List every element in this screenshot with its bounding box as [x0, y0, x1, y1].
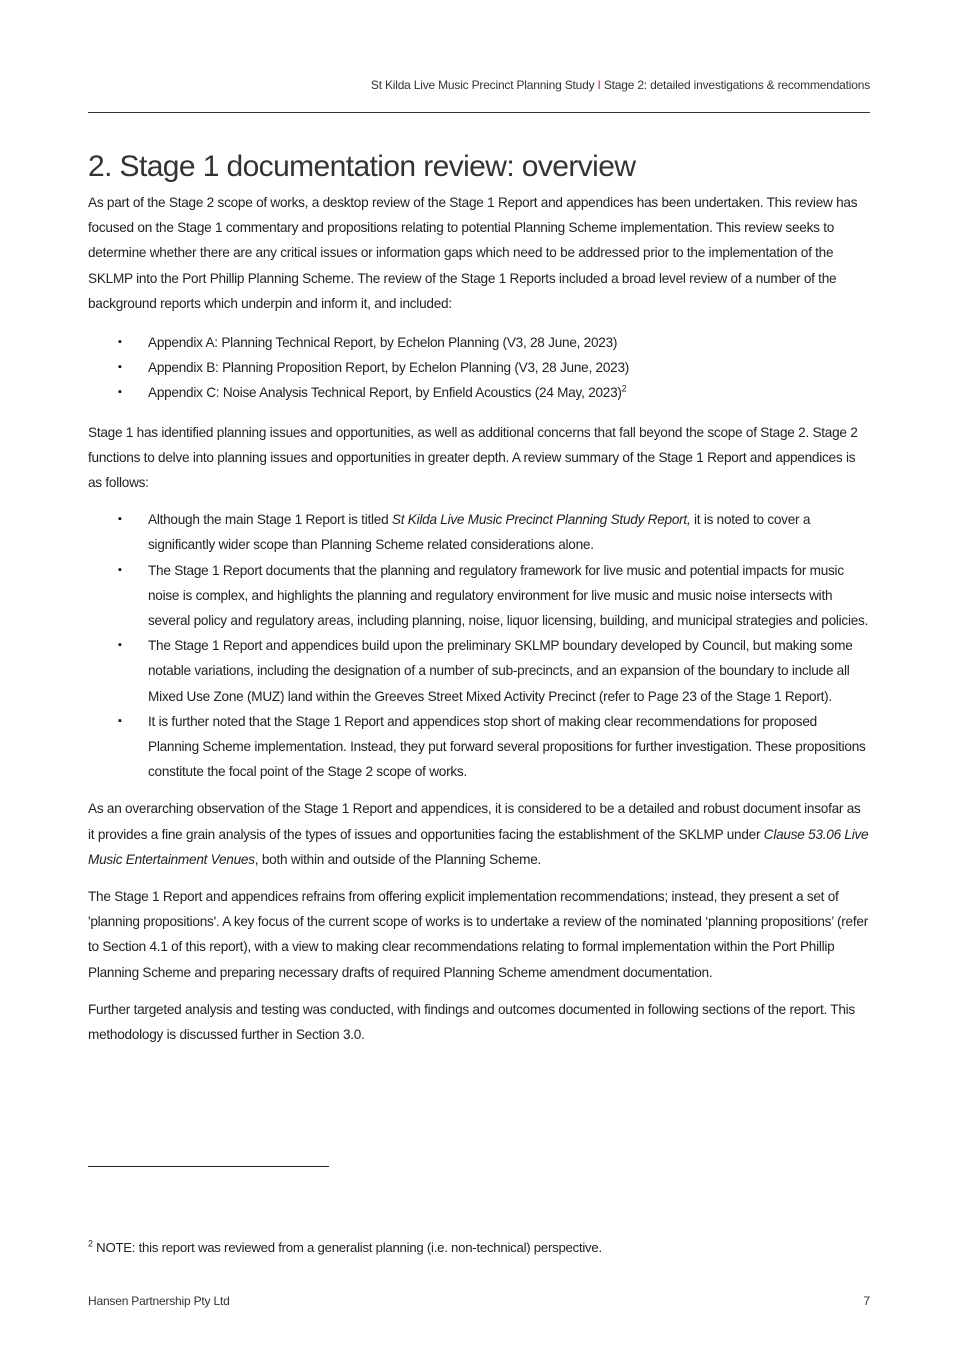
clause-italic: Clause 53.06 Live Music Entertainment Venues: [88, 826, 869, 867]
section-title: 2. Stage 1 documentation review: overview: [88, 150, 636, 183]
footnote-number: 2: [88, 1238, 93, 1249]
intro-paragraph: As part of the Stage 2 scope of works, a desktop review of the Stage 1 Report and appendices has been undertaken. This review has focused on the Stage 1 commentary and propositions relating to potential Planning Scheme implementation. This review seeks to determine whether there are any critical issues or information gaps which need to be addressed prior to the implementation of the SKLMP into the Port Phillip Planning Scheme. The review of the Stage 1 Reports included a broad level review of a number of the background reports which underpin and inform it, and included:: [88, 195, 858, 311]
appendix-list: [88, 330, 870, 406]
header-stage-title: Stage 2: detailed investigations & recommendations: [603, 78, 870, 92]
appendix-item-a: ▪ Appendix A: Planning Technical Report, by Echelon Planning (V3, 28 June, 2023): [148, 330, 870, 355]
summary-item-boundary: ▪ The Stage 1 Report and appendices build upon the preliminary SKLMP boundary developed by Council, but making some notable variations, including the designation of a number of sub-precincts, and an expansion of the boundary to include all Mixed Use Zone (MUZ) land within the Greeves Street Mixed Activity Precinct (refer to Page 23 of the Stage 1 Report).: [148, 633, 870, 709]
summary-item-propositions: ▪ It is further noted that the Stage 1 Report and appendices stop short of making clear recommendations for proposed Planning Scheme implementation. Instead, they put forward several propositions for further investigation. These propositions constitute the focal point of the Stage 2 scope of works.: [148, 709, 870, 785]
header-study-title: St Kilda Live Music Precinct Planning Study: [370, 78, 595, 92]
overarching-paragraph: As an overarching observation of the Stage 1 Report and appendices, it is considered to be a detailed and robust document insofar as it provides a fine grain analysis of the types of issues and opportunities facing the establishment of the SKLMP under Clause 53.06 Live Music Entertainment Venues, both within and outside of the Planning Scheme.: [88, 801, 869, 867]
header-rule: [88, 112, 870, 113]
running-header: [88, 78, 870, 92]
summary-item-title-scope: ▪ Although the main Stage 1 Report is titled St Kilda Live Music Precinct Planning Study Report, it is noted to cover a significantly wider scope than Planning Scheme related considerations alone.: [148, 507, 870, 557]
footnote: [88, 1240, 870, 1255]
appendix-item-b: ▪ Appendix B: Planning Proposition Report, by Echelon Planning (V3, 28 June, 2023): [148, 355, 870, 380]
appendix-item-c: ▪ Appendix C: Noise Analysis Technical Report, by Enfield Acoustics (24 May, 2023)$^2$: [148, 380, 870, 405]
summary-item-framework: ▪ The Stage 1 Report documents that the planning and regulatory framework for live music and potential impacts for music noise is complex, and highlights the planning and regulatory environment for live music and music noise intersects with several policy and regulatory areas, including planning, noise, liquor licensing, building, and municipal strategies and policies.: [148, 558, 870, 634]
report-title-italic: St Kilda Live Music Precinct Planning Study Report,: [391, 512, 691, 528]
refrains-paragraph: The Stage 1 Report and appendices refrains from offering explicit implementation recommendations; instead, they present a set of 'planning propositions'. A key focus of the current scope of works is to undertake a review of the nominated ‘planning propositions’ (refer to Section 4.1 of this report), with a view to making clear recommendations relating to formal implementation within the Port Phillip Planning Scheme and preparing necessary drafts of required Planning Scheme amendment documentation.: [88, 889, 868, 980]
header-separator: I: [597, 78, 601, 92]
further-analysis-paragraph: Further targeted analysis and testing was conducted, with findings and outcomes documented in following sections of the report. This methodology is discussed further in Section 3.0.: [88, 1001, 855, 1043]
footnote-rule: [88, 1166, 329, 1167]
footer-company: Hansen Partnership Pty Ltd: [88, 1294, 230, 1308]
footnote-reference[interactable]: 2: [621, 383, 627, 394]
page-number: 7: [863, 1294, 870, 1308]
page-body: [88, 148, 870, 1059]
stage1-paragraph: Stage 1 has identified planning issues and opportunities, as well as additional concerns that fall beyond the scope of Stage 2. Stage 2 functions to delve into planning issues and opportunities in greater depth. A review summary of the Stage 1 Report and appendices is as follows:: [88, 424, 858, 491]
footnote-text: NOTE: this report was reviewed from a generalist planning (i.e. non-technical) perspective.: [92, 1240, 602, 1255]
summary-list: [88, 507, 870, 784]
